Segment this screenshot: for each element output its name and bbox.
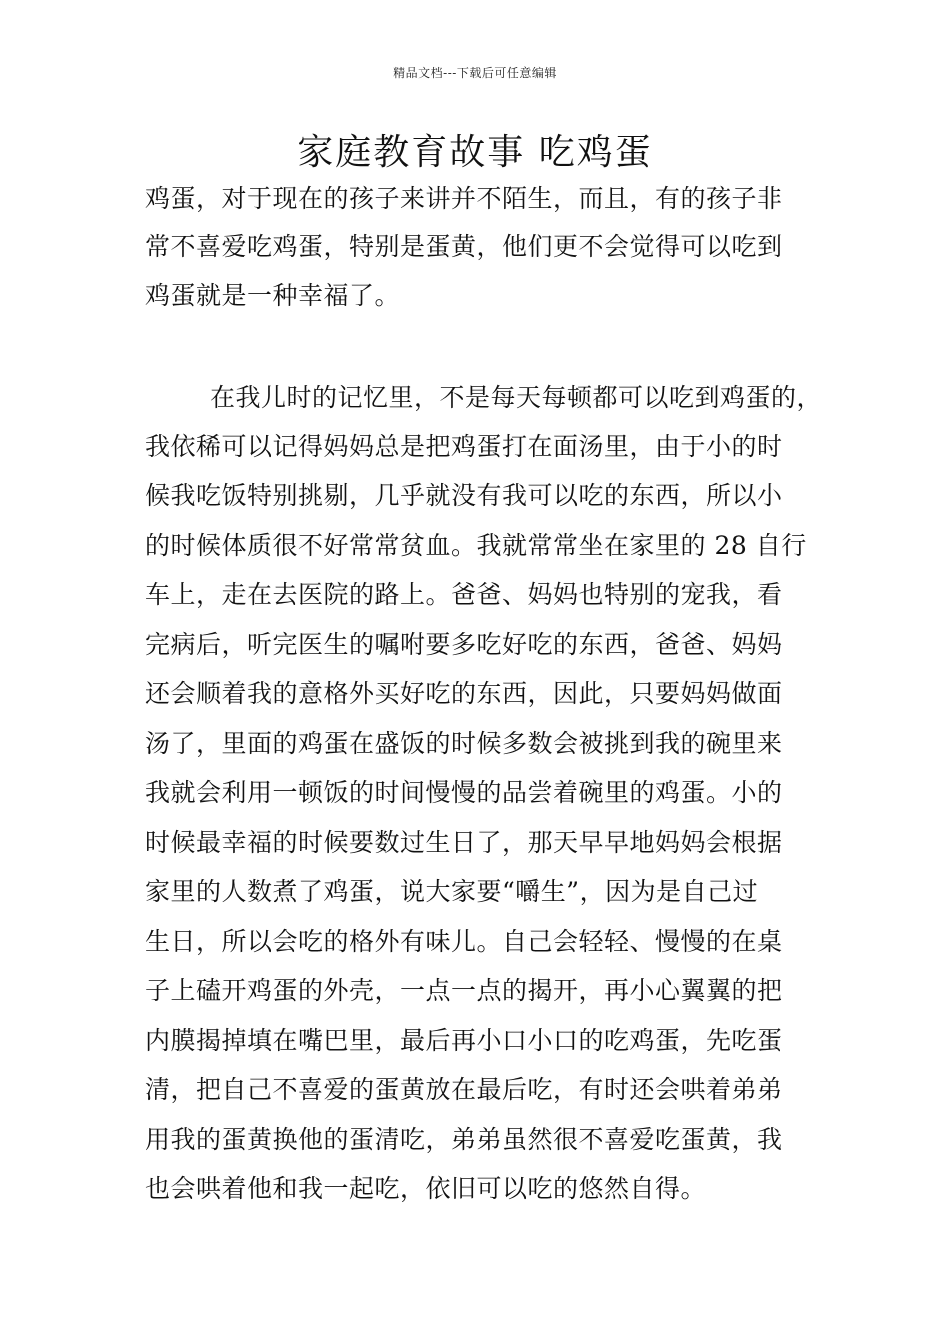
paragraph-line: 我就会利用一顿饭的时间慢慢的品尝着碗里的鸡蛋。小的	[145, 778, 783, 807]
paragraph-line: 完病后，听完医生的嘱咐要多吃好吃的东西，爸爸、妈妈	[145, 630, 783, 659]
paragraph-line: 汤了，里面的鸡蛋在盛饭的时候多数会被挑到我的碗里来	[145, 729, 783, 758]
paragraph-line: 清，把自己不喜爱的蛋黄放在最后吃，有时还会哄着弟弟	[145, 1075, 783, 1104]
paragraph-line: 内膜揭掉填在嘴巴里，最后再小口小口的吃鸡蛋，先吃蛋	[145, 1026, 783, 1055]
paragraph-line: 在我儿时的记忆里，不是每天每顿都可以吃到鸡蛋的，	[210, 383, 823, 412]
paragraph-line: 常不喜爱吃鸡蛋，特别是蛋黄，他们更不会觉得可以吃到	[145, 232, 783, 261]
paragraph-line: 也会哄着他和我一起吃，依旧可以吃的悠然自得。	[145, 1174, 707, 1203]
paragraph-line: 用我的蛋黄换他的蛋清吃，弟弟虽然很不喜爱吃蛋黄，我	[145, 1125, 783, 1154]
document-title: 家庭教育故事 吃鸡蛋	[297, 132, 653, 173]
paragraph-line: 家里的人数煮了鸡蛋，说大家要“嚼生”，因为是自己过	[145, 877, 759, 906]
paragraph-line: 鸡蛋就是一种幸福了。	[145, 281, 401, 310]
paragraph-line: 子上磕开鸡蛋的外壳，一点一点的揭开，再小心翼翼的把	[145, 976, 783, 1005]
paragraph-line: 还会顺着我的意格外买好吃的东西，因此，只要妈妈做面	[145, 679, 783, 708]
paragraph-line: 我依稀可以记得妈妈总是把鸡蛋打在面汤里，由于小的时	[145, 432, 783, 461]
paragraph-line: 时候最幸福的时候要数过生日了，那天早早地妈妈会根据	[145, 828, 783, 857]
paragraph-line: 生日，所以会吃的格外有味儿。自己会轻轻、慢慢的在桌	[145, 927, 783, 956]
paragraph-line: 车上，走在去医院的路上。爸爸、妈妈也特别的宠我，看	[145, 580, 783, 609]
page-header: 精品文档---下载后可任意编辑	[393, 66, 557, 80]
paragraph-line: 鸡蛋，对于现在的孩子来讲并不陌生，而且，有的孩子非	[145, 184, 783, 213]
paragraph-line: 候我吃饭特别挑剔，几乎就没有我可以吃的东西，所以小	[145, 481, 783, 510]
paragraph-line: 的时候体质很不好常常贫血。我就常常坐在家里的 28 自行	[145, 531, 807, 560]
